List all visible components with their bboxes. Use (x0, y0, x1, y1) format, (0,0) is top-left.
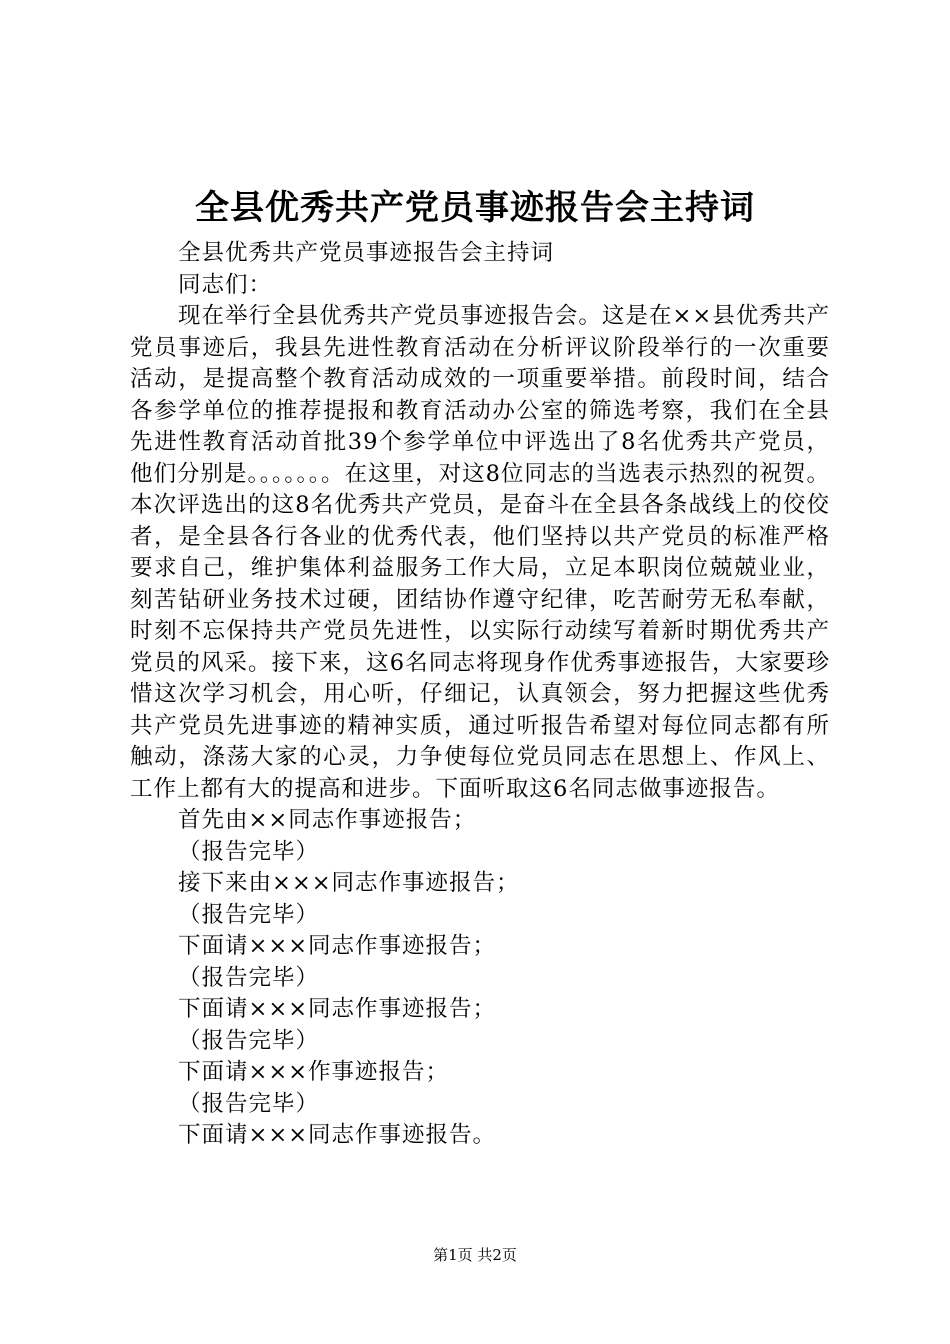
agenda-item: 下面请×××同志作事迹报告； (178, 933, 497, 959)
document-body (130, 238, 830, 1152)
agenda-item: （报告完毕） (178, 1090, 320, 1117)
agenda-item: （报告完毕） (178, 901, 320, 928)
agenda-item: 下面请×××同志作事迹报告。 (178, 1122, 497, 1148)
document-title: 全县优秀共产党员事迹报告会主持词 (195, 188, 755, 228)
agenda-item: 首先由××同志作事迹报告； (178, 807, 477, 833)
greeting-line: 同志们： (178, 271, 273, 298)
page-number-footer: 第1页 共2页 (433, 1246, 517, 1264)
subtitle-line: 全县优秀共产党员事迹报告会主持词 (178, 240, 555, 266)
main-paragraph: 现在举行全县优秀共产党员事迹报告会。这是在××县优秀共产党员事迹后，我县先进性教育活动在分析评议阶段举行的一次重要活动，是提高整个教育活动成效的一项重要举措。前段时间，结合各参学单位的推荐提报和教育活动办公室的筛选考察，我们在全县先进性教育活动首批39个参学单位中评选出了8名优秀共产党员，他们分别是。。。。。。。在这里，对这8位同志的当选表示热烈的祝贺。本次评选出的这8名优秀共产党员，是奋斗在全县各条战线上的佼佼者，是全县各行各业的优秀代表，他们坚持以共产党员的标准严格要求自己，维护集体利益服务工作大局，立足本职岗位兢兢业业，刻苦钻研业务技术过硬，团结协作遵守纪律，吃苦耐劳无私奉献，时刻不忘保持共产党员先进性，以实际行动续写着新时期优秀共产党员的风采。接下来，这6名同志将现身作优秀事迹报告，大家要珍惜这次学习机会，用心听，仔细记，认真领会，努力把握这些优秀共产党员先进事迹的精神实质，通过听报告希望对每位同志都有所触动，涤荡大家的心灵，力争使每位党员同志在思想上、作风上、工作上都有大的提高和进步。下面听取这6名同志做事迹报告。 (130, 303, 830, 802)
agenda-item: 接下来由×××同志作事迹报告； (178, 870, 520, 896)
agenda-item: （报告完毕） (178, 838, 320, 865)
agenda-item: （报告完毕） (178, 964, 320, 991)
agenda-item: 下面请×××作事迹报告； (178, 1059, 450, 1085)
agenda-item: （报告完毕） (178, 1027, 320, 1054)
agenda-item: 下面请×××同志作事迹报告； (178, 996, 497, 1022)
